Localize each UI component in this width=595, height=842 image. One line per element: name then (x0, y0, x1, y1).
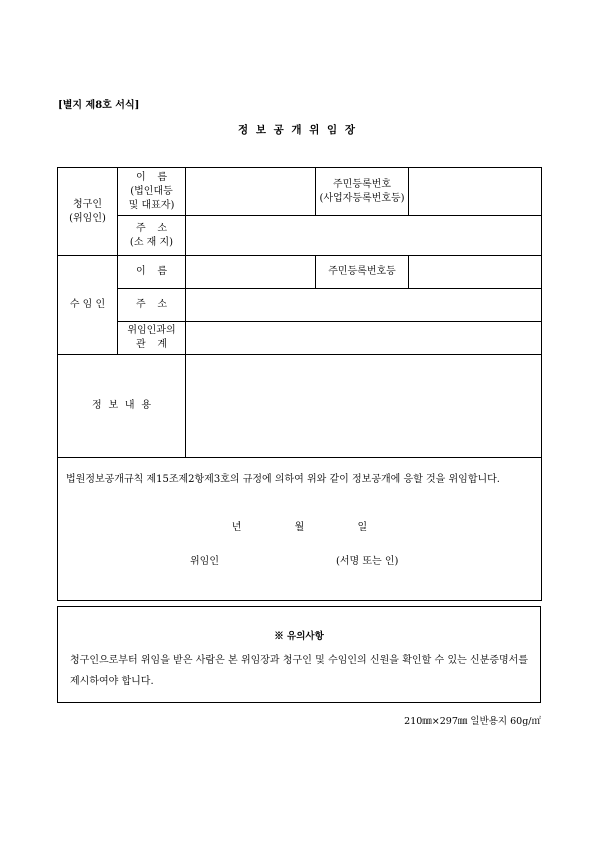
delegate-id-field[interactable] (409, 256, 542, 289)
delegate-address-label: 주 소 (118, 289, 186, 322)
signature-line (58, 555, 541, 571)
info-content-field[interactable] (186, 355, 542, 458)
delegate-relation-field[interactable] (186, 322, 542, 355)
paper-size-note: 210㎜×297㎜ 일반용지 60g/㎡ (404, 716, 541, 727)
date-line (58, 521, 541, 535)
delegation-statement-section (58, 458, 542, 601)
sign-note: (서명 또는 인) (336, 556, 399, 567)
signer-label: 위임인 (190, 556, 219, 567)
delegate-id-label: 주민등록번호등 (316, 256, 409, 289)
delegate-address-field[interactable] (186, 289, 542, 322)
delegate-group-label: 수 임 인 (58, 256, 118, 355)
requester-group-label: 청구인 (위임인) (58, 168, 118, 256)
requester-address-label: 주 소 (소 재 지) (118, 216, 186, 256)
delegate-relation-label: 위임인과의 관 계 (118, 322, 186, 355)
form-number-label: [별지 제8호 서식] (58, 100, 140, 111)
document-title: 정 보 공 개 위 임 장 (238, 124, 357, 136)
day-label: 일 (357, 522, 368, 533)
requester-id-label: 주민등록번호 (사업자등록번호등) (316, 168, 409, 216)
delegation-form-table (57, 167, 542, 601)
month-label: 월 (294, 522, 305, 533)
requester-address-field[interactable] (186, 216, 542, 256)
requester-id-field[interactable] (409, 168, 542, 216)
notice-text: 청구인으로부터 위임을 받은 사람은 본 위임장과 청구인 및 수임인의 신원을 확인할 수 있는 신분증명서를 제시하여야 합니다. (70, 655, 528, 687)
info-content-label: 정 보 내 용 (58, 355, 186, 458)
notice-box (57, 606, 541, 703)
delegation-statement: 법원정보공개규칙 제15조제2항제3호의 규정에 의하여 위와 같이 정보공개에 응할 것을 위임합니다. (66, 474, 500, 485)
delegate-name-label: 이 름 (118, 256, 186, 289)
delegate-name-field[interactable] (186, 256, 316, 289)
requester-name-field[interactable] (186, 168, 316, 216)
notice-title: ※ 유의사항 (274, 631, 324, 642)
requester-name-label: 이 름 (법인대등 및 대표자) (118, 168, 186, 216)
year-label: 년 (231, 522, 242, 533)
